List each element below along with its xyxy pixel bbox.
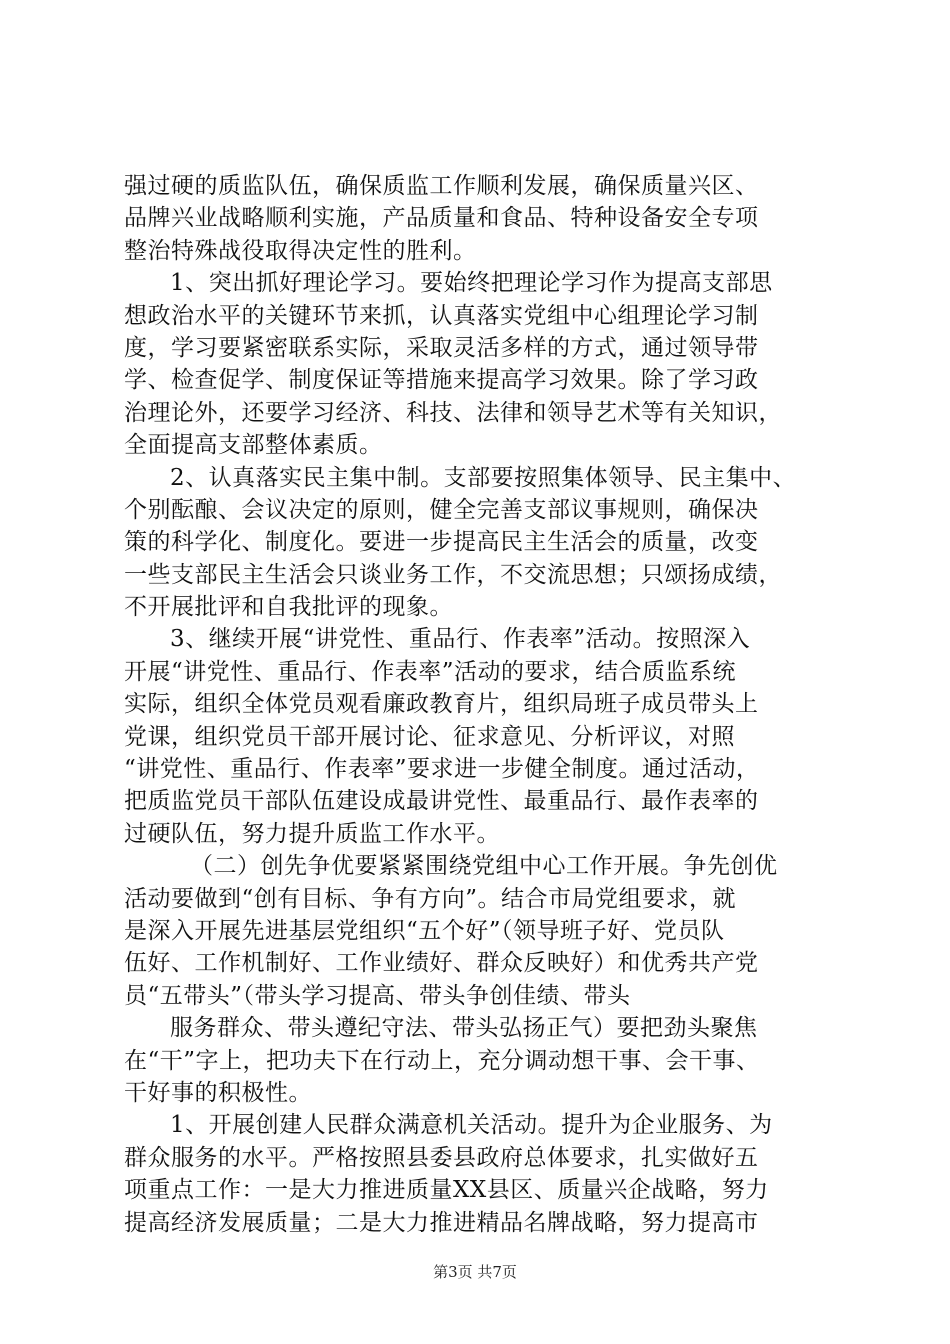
text-line: 学、检查促学、制度保证等措施来提高学习效果。除了学习政	[124, 367, 759, 394]
text-line: 实际，组织全体党员观看廉政教育片，组织局班子成员带头上	[124, 691, 759, 718]
text-line: 开展“讲党性、重品行、作表率”活动的要求，结合质监系统	[124, 658, 737, 685]
text-line: 党课，组织党员干部开展讨论、征求意见、分析评议，对照	[124, 723, 735, 750]
text-line: 把质监党员干部队伍建设成最讲党性、最重品行、最作表率的	[124, 788, 759, 815]
paragraph-start-line: 2、认真落实民主集中制。支部要按照集体领导、民主集中、	[170, 464, 797, 491]
text-line: 提高经济发展质量；二是大力推进精品名牌战略，努力提高市	[124, 1209, 759, 1236]
text-line: 一些支部民主生活会只谈业务工作，不交流思想；只颂扬成绩，	[124, 561, 782, 588]
text-line: “讲党性、重品行、作表率”要求进一步健全制度。通过活动，	[124, 756, 760, 783]
paragraph-start-line: 3、继续开展“讲党性、重品行、作表率”活动。按照深入	[170, 626, 751, 653]
text-line: 项重点工作：一是大力推进质量XX县区、质量兴企战略，努力	[124, 1177, 769, 1204]
text-line: 品牌兴业战略顺利实施，产品质量和食品、特种设备安全专项	[124, 205, 759, 232]
text-line: 在“干”字上，把功夫下在行动上，充分调动想干事、会干事、	[124, 1047, 760, 1074]
text-line: 群众服务的水平。严格按照县委县政府总体要求，扎实做好五	[124, 1144, 759, 1171]
text-line: 度，学习要紧密联系实际，采取灵活多样的方式，通过领导带	[124, 334, 759, 361]
text-line: 全面提高支部整体素质。	[124, 432, 383, 459]
text-line: 强过硬的质监队伍，确保质监工作顺利发展，确保质量兴区、	[124, 173, 759, 199]
document-body	[124, 170, 836, 1239]
text-line: 活动要做到“创有目标、争有方向”。结合市局党组要求，就	[124, 885, 737, 912]
text-line: 是深入开展先进基层党组织“五个好”（领导班子好、党员队	[124, 917, 725, 944]
text-line: 个别酝酿、会议决定的原则，健全完善支部议事规则，确保决	[124, 496, 759, 523]
text-line: 策的科学化、制度化。要进一步提高民主生活会的质量，改变	[124, 529, 759, 556]
text-line: 整治特殊战役取得决定性的胜利。	[124, 237, 477, 264]
text-line: 干好事的积极性。	[124, 1079, 312, 1106]
paragraph-start-line: 1、突出抓好理论学习。要始终把理论学习作为提高支部思	[170, 270, 773, 297]
text-line: 想政治水平的关键环节来抓，认真落实党组中心组理论学习制	[124, 302, 759, 329]
text-line: 服务群众、带头遵纪守法、带头弘扬正气）要把劲头聚焦	[170, 1015, 758, 1042]
section-heading-line: （二）创先争优要紧紧围绕党组中心工作开展。争先创优	[190, 853, 778, 880]
page-number-footer: 第3页 共7页	[433, 1263, 517, 1281]
text-line: 员“五带头”（带头学习提高、带头争创佳绩、带头	[124, 982, 631, 1009]
text-line: 伍好、工作机制好、工作业绩好、群众反映好）和优秀共产党	[124, 950, 759, 977]
text-line: 过硬队伍，努力提升质监工作水平。	[124, 820, 500, 847]
text-line: 不开展批评和自我批评的现象。	[124, 594, 453, 621]
paragraph-start-line: 1、开展创建人民群众满意机关活动。提升为企业服务、为	[170, 1112, 773, 1139]
text-line: 治理论外，还要学习经济、科技、法律和领导艺术等有关知识，	[124, 399, 782, 426]
